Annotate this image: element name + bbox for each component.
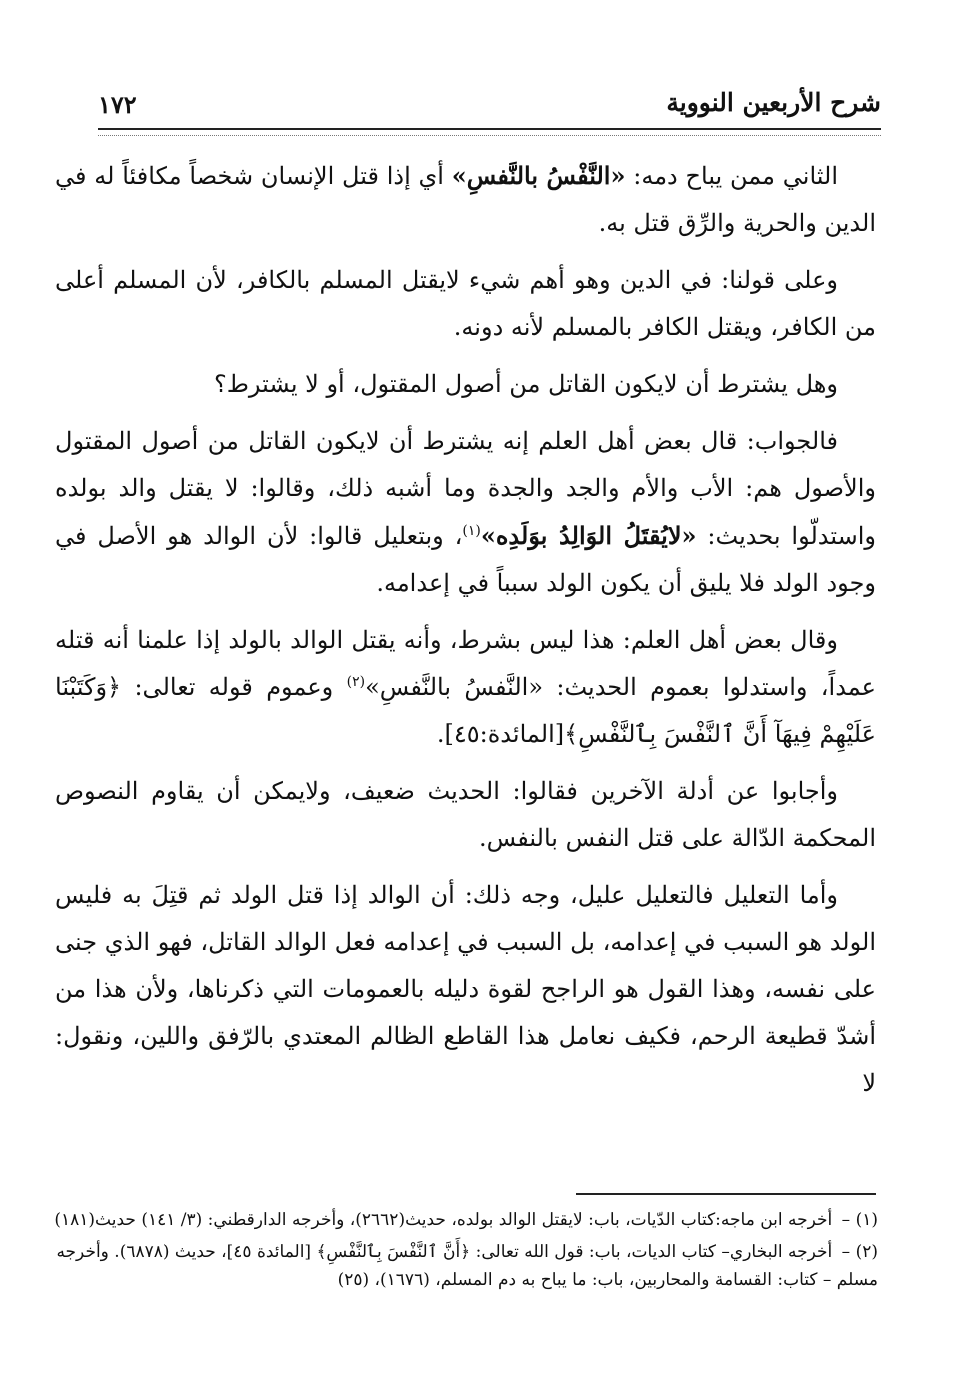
text-segment: وقال بعض أهل العلم: هذا ليس بشرط، وأنه يقتل الوالد بالولد إذا علمنا أنه قتله عمداً، واستدلوا بعموم الحديث: «النَّفسُ بالنَّفسِ» — [55, 626, 876, 701]
text-segment: الثاني ممن يباح دمه: — [625, 162, 838, 190]
text-segment: وعموم قوله تعالى: — [121, 673, 347, 701]
text-segment: ، وبتعليل قالوا: لأن الوالد هو الأصل في وجود الولد فلا يليق أن يكون الولد سبباً في إعدامه. — [55, 522, 876, 597]
footnote-text: أخرجه البخاري– كتاب الديات، باب: قول الله تعالى: ﴿أَنَّ ٱلنَّفْسَ بِٱلنَّفْسِ﴾ [المائدة ٤٥]، حديث (٦٨٧٨). وأخرجه مسلم – كتاب: القسامة والمحاربين، باب: ما يباح به دم المسلم، (١٦٧٦)، (٢٥) — [56, 1242, 878, 1290]
hadith-quote: «لايُقتَلُ الوَالِدُ بوَلَدِه» — [480, 521, 697, 550]
text-segment: وهل يشترط أن لايكون القاتل من أصول المقتول، أو لا يشترط؟ — [214, 370, 838, 398]
text-segment: وعلى قولنا: في الدين وهو أهم شيء لايقتل المسلم بالكافر، لأن المسلم أعلى من الكافر، ويقتل الكافر بالمسلم لأنه دونه. — [55, 266, 876, 341]
quran-verse: ﴿وَكَتَبْنَا عَلَيْهِمْ فِيهَآ أَنَّ ٱلنَّفْسَ بِٱلنَّفْسِ﴾ — [55, 673, 876, 748]
footnote — [50, 1238, 878, 1294]
body-paragraph — [55, 872, 876, 1107]
running-header — [98, 80, 881, 130]
body-paragraph — [55, 257, 876, 351]
header-rule — [98, 128, 881, 136]
footnote-label: (١) – — [841, 1210, 878, 1230]
footnote-text: أخرجه ابن ماجه:كتاب الدّيات، باب: لايقتل الوالد بولده، حديث(٢٦٦٢)، وأخرجه الدارقطني: (٣/ ١٤١) حديث(١٨١) — [54, 1210, 838, 1230]
footnote-separator — [576, 1193, 876, 1195]
body-paragraph — [55, 361, 876, 408]
body-paragraph — [55, 768, 876, 862]
hadith-quote: «النَّفْسُ بالنَّفسِ» — [451, 161, 626, 190]
body-paragraph — [55, 418, 876, 607]
body-paragraph — [55, 152, 876, 247]
footnote-reference: (١) — [462, 523, 481, 539]
text-segment: فالجواب: قال بعض أهل العلم إنه يشترط أن لايكون القاتل من أصول المقتول والأصول هم: الأب والأم والجد والجدة وما أشبه ذلك، وقالوا: لا يقتل والد بولده واستدلّوا بحديث: — [55, 427, 877, 550]
body-paragraph — [55, 617, 876, 758]
page-number: ١٧٢ — [98, 90, 137, 119]
footnote-reference: (٢) — [346, 674, 366, 690]
footnote — [50, 1206, 878, 1234]
book-title: شرح الأربعين النووية — [666, 88, 881, 117]
text-segment: وأما التعليل فالتعليل عليل، وجه ذلك: أن الوالد إذا قتل الولد ثم قتِلَ به فليس الولد هو السبب في إعدامه، بل السبب في إعدامه فعل الوالد القاتل، فهو الذي جنى على نفسه، وهذا القول هو الراجح لقوة دليله بالعمومات التي ذكرناها، ولأن هذا من أشدّ قطيعة الرحم، فكيف نعامل هذا القاطع الظالم المعتدي بالرّفق واللين، ونقول: لا — [55, 881, 876, 1097]
text-segment: وأجابوا عن أدلة الآخرين فقالوا: الحديث ضعيف، ولايمكن أن يقاوم النصوص المحكمة الدّالة على قتل النفس بالنفس. — [55, 777, 876, 852]
body-text — [55, 152, 876, 1117]
text-segment: أي إذا قتل الإنسان شخصاً مكافئاً له في الدين والحرية والرِّق قتل به. — [55, 162, 876, 237]
footnote-label: (٢) – — [841, 1242, 878, 1262]
text-segment: [المائدة:٤٥]. — [436, 720, 565, 748]
footnotes — [50, 1206, 878, 1298]
